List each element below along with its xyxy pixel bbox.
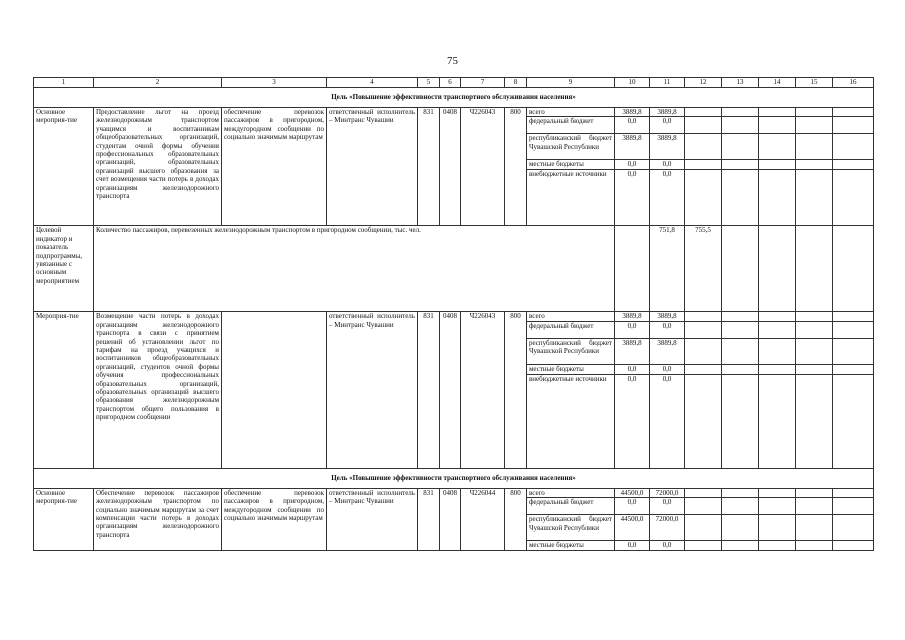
- value-col-13: [722, 541, 759, 551]
- value-col-12: [685, 374, 722, 468]
- executor: ответственный исполнитель – Минтранс Чувашии: [327, 108, 418, 226]
- indicator-type: Целевой индикатор и показатель подпрограммы, увязанные с основным мероприятием: [34, 226, 94, 312]
- column-header: 3: [222, 78, 327, 88]
- rzpr-cell: [440, 515, 461, 541]
- value-col-13: [722, 338, 759, 364]
- vr-cell: [505, 338, 527, 364]
- grbs-cell: [418, 160, 440, 170]
- activity-name: Обеспечение перевозок пассажиров железнодорожным транспортом по социально значимым маршрутам за счет компенсации части потерь в доходах организациям железнодорожного транспорта: [94, 488, 222, 550]
- column-header: 9: [527, 78, 615, 88]
- value-col-14: [759, 312, 796, 321]
- value-col-14: [759, 321, 796, 338]
- value-col-15: [796, 321, 833, 338]
- table-row: [34, 88, 874, 108]
- value-col-15: [796, 160, 833, 170]
- column-header: 1: [34, 78, 94, 88]
- value-col-12: [685, 515, 722, 541]
- table-row: [34, 226, 874, 312]
- value-col-10: 44500,0: [615, 488, 650, 497]
- value-col-15: [796, 108, 833, 117]
- csr-cell: [461, 364, 505, 374]
- value-col-15: [796, 541, 833, 551]
- funding-source: всего: [527, 312, 615, 321]
- funding-source: местные бюджеты: [527, 364, 615, 374]
- grbs-cell: [418, 170, 440, 226]
- value-col-14: [759, 170, 796, 226]
- value-col-10: 0,0: [615, 321, 650, 338]
- column-header: 4: [327, 78, 418, 88]
- csr-cell: [461, 117, 505, 134]
- executor: ответственный исполнитель – Минтранс Чувашии: [327, 488, 418, 550]
- csr-cell: [461, 160, 505, 170]
- program-table: [33, 77, 874, 551]
- value-col-15: [796, 170, 833, 226]
- value-col-16: [833, 374, 874, 468]
- value-col-15: [796, 117, 833, 134]
- funding-source: федеральный бюджет: [527, 321, 615, 338]
- grbs-code: 831: [418, 312, 440, 321]
- rzpr-cell: [440, 134, 461, 160]
- rzpr-code: 0408: [440, 488, 461, 497]
- value-col-11: 0,0: [650, 374, 685, 468]
- rzpr-cell: [440, 338, 461, 364]
- value-col-14: [759, 134, 796, 160]
- value-col-14: [759, 498, 796, 515]
- value-col-10: 0,0: [615, 498, 650, 515]
- vr-cell: [505, 374, 527, 468]
- value-col-16: [833, 108, 874, 117]
- column-header: 13: [722, 78, 759, 88]
- value-col-12: [685, 312, 722, 321]
- vr-cell: [505, 170, 527, 226]
- value-col-11: 3889,8: [650, 338, 685, 364]
- vr-code: 800: [505, 488, 527, 497]
- funding-source: республиканский бюджет Чувашской Республики: [527, 515, 615, 541]
- table-row: [34, 312, 874, 321]
- value-col-12: [685, 541, 722, 551]
- value-col-15: [796, 312, 833, 321]
- value-col-13: [722, 170, 759, 226]
- rzpr-cell: [440, 364, 461, 374]
- expected-result: [222, 312, 327, 468]
- table-row: [34, 78, 874, 88]
- rzpr-cell: [440, 160, 461, 170]
- value-col-16: [833, 134, 874, 160]
- goal-title: Цель «Повышение эффективности транспортного обслуживания населения»: [34, 88, 874, 108]
- value-col-12: [685, 321, 722, 338]
- column-header: 15: [796, 78, 833, 88]
- funding-source: республиканский бюджет Чувашской Республики: [527, 338, 615, 364]
- csr-code: Ч226043: [461, 312, 505, 321]
- vr-cell: [505, 160, 527, 170]
- value-col-15: [796, 498, 833, 515]
- grbs-cell: [418, 515, 440, 541]
- activity-type: Основное мероприя-тие: [34, 488, 94, 550]
- csr-cell: [461, 170, 505, 226]
- table-row: [34, 108, 874, 117]
- value-col-11: 3889,8: [650, 312, 685, 321]
- funding-source: республиканский бюджет Чувашской Республики: [527, 134, 615, 160]
- value-col-16: [833, 170, 874, 226]
- csr-cell: [461, 498, 505, 515]
- value-col-16: [833, 488, 874, 497]
- value-col-16: [833, 498, 874, 515]
- grbs-cell: [418, 364, 440, 374]
- value-col-12: [685, 364, 722, 374]
- value-col-14: [759, 117, 796, 134]
- indicator-col-10: 751,8: [650, 226, 685, 312]
- grbs-cell: [418, 498, 440, 515]
- value-col-11: 72000,0: [650, 488, 685, 497]
- rzpr-cell: [440, 170, 461, 226]
- csr-cell: [461, 515, 505, 541]
- value-col-14: [759, 488, 796, 497]
- funding-source: внебюджетные источники: [527, 374, 615, 468]
- value-col-13: [722, 312, 759, 321]
- column-header: 6: [440, 78, 461, 88]
- value-col-15: [796, 134, 833, 160]
- value-col-10: 0,0: [615, 374, 650, 468]
- value-col-16: [833, 364, 874, 374]
- csr-code: Ч226044: [461, 488, 505, 497]
- goal-title: Цель «Повышение эффективности транспортного обслуживания населения»: [34, 468, 874, 488]
- grbs-code: 831: [418, 108, 440, 117]
- value-col-12: [685, 488, 722, 497]
- page-number: 75: [447, 55, 458, 67]
- value-col-12: [685, 170, 722, 226]
- value-col-15: [796, 374, 833, 468]
- value-col-12: [685, 117, 722, 134]
- rzpr-cell: [440, 374, 461, 468]
- vr-code: 800: [505, 312, 527, 321]
- value-col-10: 3889,8: [615, 312, 650, 321]
- column-header: 5: [418, 78, 440, 88]
- value-col-12: [685, 338, 722, 364]
- value-col-13: [722, 515, 759, 541]
- grbs-cell: [418, 321, 440, 338]
- csr-code: Ч226043: [461, 108, 505, 117]
- funding-source: внебюджетные источники: [527, 170, 615, 226]
- value-col-13: [722, 374, 759, 468]
- rzpr-code: 0408: [440, 108, 461, 117]
- value-col-10: 0,0: [615, 117, 650, 134]
- funding-source: всего: [527, 108, 615, 117]
- column-header: 14: [759, 78, 796, 88]
- csr-cell: [461, 321, 505, 338]
- value-col-13: [722, 160, 759, 170]
- column-header: 2: [94, 78, 222, 88]
- funding-source: местные бюджеты: [527, 160, 615, 170]
- vr-cell: [505, 117, 527, 134]
- csr-cell: [461, 338, 505, 364]
- value-col-10: 44500,0: [615, 515, 650, 541]
- value-col-10: 0,0: [615, 364, 650, 374]
- indicator-col-14: [796, 226, 833, 312]
- vr-cell: [505, 541, 527, 551]
- value-col-10: 3889,8: [615, 338, 650, 364]
- funding-source: федеральный бюджет: [527, 117, 615, 134]
- vr-cell: [505, 515, 527, 541]
- value-col-13: [722, 117, 759, 134]
- indicator-col-13: [759, 226, 796, 312]
- value-col-11: 0,0: [650, 498, 685, 515]
- value-col-14: [759, 108, 796, 117]
- value-col-13: [722, 134, 759, 160]
- grbs-code: 831: [418, 488, 440, 497]
- vr-cell: [505, 134, 527, 160]
- expected-result: обеспечение перевозок пассажиров в пригородном, междугородном сообщении по социально значимым маршрутам: [222, 488, 327, 550]
- value-col-14: [759, 160, 796, 170]
- column-header: 10: [615, 78, 650, 88]
- value-col-16: [833, 117, 874, 134]
- value-col-15: [796, 515, 833, 541]
- rzpr-cell: [440, 117, 461, 134]
- value-col-16: [833, 160, 874, 170]
- value-col-16: [833, 515, 874, 541]
- vr-cell: [505, 498, 527, 515]
- activity-type: Основное мероприя-тие: [34, 108, 94, 226]
- rzpr-cell: [440, 498, 461, 515]
- funding-source: федеральный бюджет: [527, 498, 615, 515]
- value-col-13: [722, 321, 759, 338]
- table-row: [34, 468, 874, 488]
- value-col-10: 3889,8: [615, 134, 650, 160]
- column-header: 12: [685, 78, 722, 88]
- csr-cell: [461, 374, 505, 468]
- value-col-13: [722, 488, 759, 497]
- value-col-11: 0,0: [650, 160, 685, 170]
- value-col-13: [722, 108, 759, 117]
- value-col-14: [759, 338, 796, 364]
- indicator-col-12: [722, 226, 759, 312]
- value-col-12: [685, 498, 722, 515]
- value-col-14: [759, 515, 796, 541]
- indicator-col-15: [833, 226, 874, 312]
- value-col-15: [796, 488, 833, 497]
- value-col-11: 3889,8: [650, 134, 685, 160]
- activity-type: Мероприя-тие: [34, 312, 94, 468]
- rzpr-code: 0408: [440, 312, 461, 321]
- vr-cell: [505, 321, 527, 338]
- value-col-10: 0,0: [615, 170, 650, 226]
- grbs-cell: [418, 134, 440, 160]
- value-col-10: 3889,8: [615, 108, 650, 117]
- funding-source: местные бюджеты: [527, 541, 615, 551]
- value-col-15: [796, 338, 833, 364]
- value-col-11: 0,0: [650, 170, 685, 226]
- rzpr-cell: [440, 321, 461, 338]
- value-col-14: [759, 364, 796, 374]
- value-col-12: [685, 134, 722, 160]
- vr-code: 800: [505, 108, 527, 117]
- csr-cell: [461, 134, 505, 160]
- indicator-text: Количество пассажиров, перевезенных железнодорожным транспортом в пригородном сообщении, тыс. чел.: [94, 226, 615, 312]
- column-header: 8: [505, 78, 527, 88]
- table-row: [34, 488, 874, 497]
- activity-name: Предоставление льгот на проезд железнодорожным транспортом учащимся и воспитанникам общеобразовательных организаций, студентам очной формы обучения профессиональных образовательных организаций, образовательных организаций высшего образования за счет возмещения части потерь в доходах организациям железнодорожного транспорта: [94, 108, 222, 226]
- indicator-col-11: 755,5: [685, 226, 722, 312]
- value-col-10: 0,0: [615, 541, 650, 551]
- vr-cell: [505, 364, 527, 374]
- grbs-cell: [418, 541, 440, 551]
- executor: ответственный исполнитель – Минтранс Чувашии: [327, 312, 418, 468]
- value-col-16: [833, 312, 874, 321]
- column-header: 7: [461, 78, 505, 88]
- expected-result: обеспечение перевозок пассажиров в пригородном, междугородном сообщении по социально значимым маршрутам: [222, 108, 327, 226]
- funding-source: всего: [527, 488, 615, 497]
- value-col-11: 3889,8: [650, 108, 685, 117]
- activity-name: Возмещение части потерь в доходах организациям железнодорожного транспорта в связи с принятием решений об установлении льгот по тарифам на проезд учащихся и воспитанников общеобразовательных организаций, студентов очной формы обучения профессиональных образовательных организаций, образовательных организаций высшего образования железнодорожным транспортом общего пользования в пригородном сообщении: [94, 312, 222, 468]
- value-col-11: 0,0: [650, 321, 685, 338]
- grbs-cell: [418, 374, 440, 468]
- value-col-11: 72000,0: [650, 515, 685, 541]
- value-col-14: [759, 541, 796, 551]
- value-col-15: [796, 364, 833, 374]
- grbs-cell: [418, 338, 440, 364]
- indicator-blank: [615, 226, 650, 312]
- value-col-11: 0,0: [650, 364, 685, 374]
- value-col-11: 0,0: [650, 117, 685, 134]
- value-col-12: [685, 160, 722, 170]
- value-col-10: 0,0: [615, 160, 650, 170]
- grbs-cell: [418, 117, 440, 134]
- value-col-13: [722, 498, 759, 515]
- value-col-16: [833, 338, 874, 364]
- value-col-13: [722, 364, 759, 374]
- value-col-16: [833, 541, 874, 551]
- value-col-14: [759, 374, 796, 468]
- rzpr-cell: [440, 541, 461, 551]
- value-col-11: 0,0: [650, 541, 685, 551]
- value-col-12: [685, 108, 722, 117]
- csr-cell: [461, 541, 505, 551]
- column-header: 11: [650, 78, 685, 88]
- column-header: 16: [833, 78, 874, 88]
- value-col-16: [833, 321, 874, 338]
